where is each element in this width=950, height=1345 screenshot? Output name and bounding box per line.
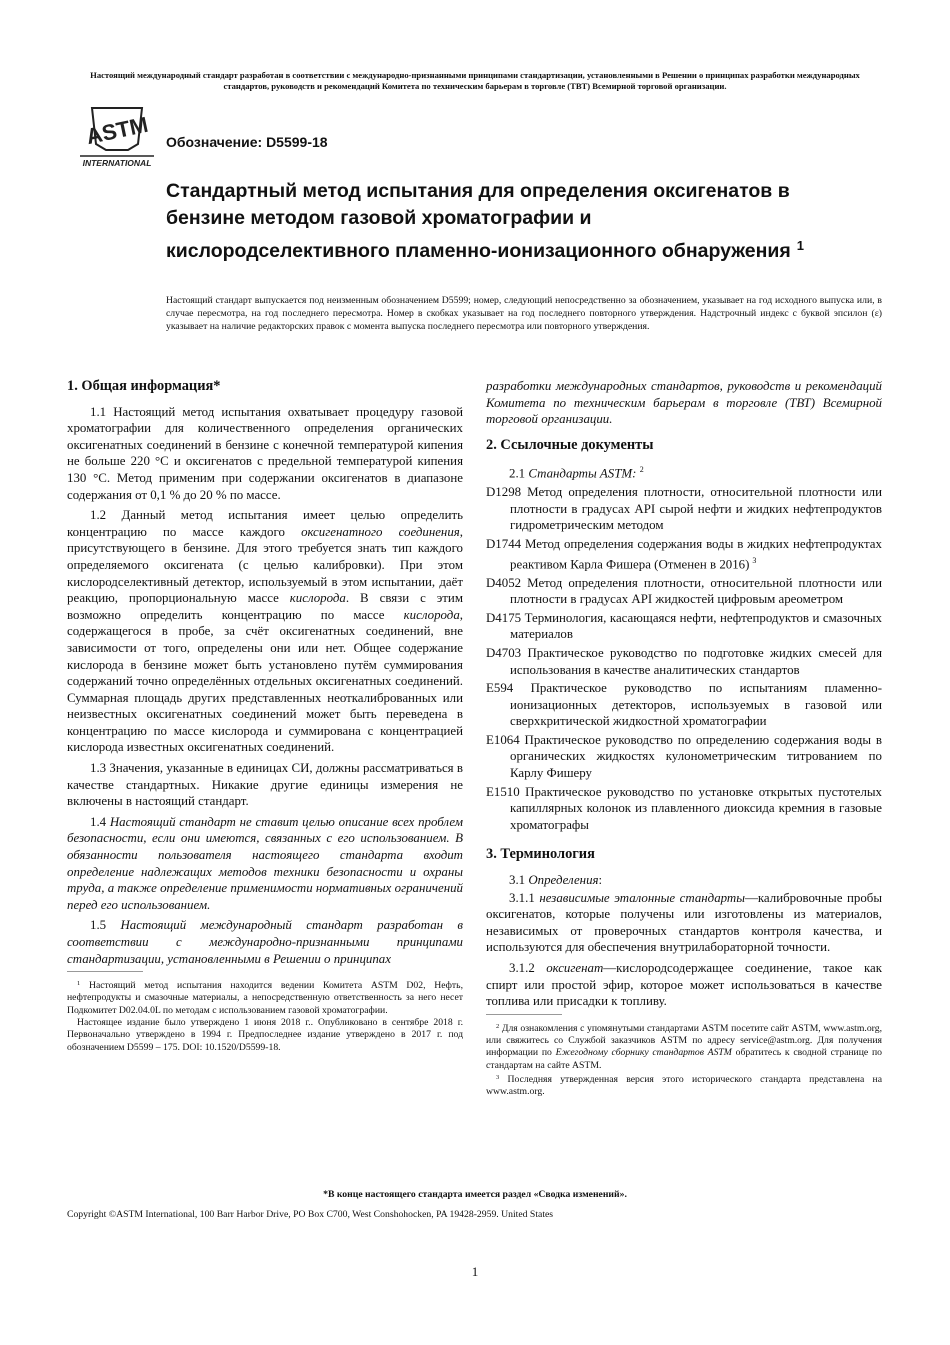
footnote-1 [67,978,463,1017]
page-number: 1 [471,1264,479,1279]
paragraph-1-4 [67,814,463,914]
reference-code: D4175 [486,610,522,625]
reference-code: E1064 [486,732,520,747]
reference-code: D4703 [486,645,522,660]
astm-logo-icon [78,100,156,172]
p3-1-1-term: независимые эталонные стандарты [539,890,745,905]
footnote-1-mark: 1 [77,980,81,988]
reference-item [486,484,882,534]
summary-of-changes-note: *В конце настоящего стандарта имеется раздел «Сводка изменений». [323,1189,627,1200]
footnote-3-mark: 3 [496,1073,500,1081]
s2-1-title: Стандарты ASTM: [528,466,637,481]
section-3-heading: 3. Терминология [486,846,595,863]
p1-2-oxygen-1: кислорода [289,591,346,606]
p3-1-2-text: —кислородсодержащее соединение, такое как спирт или простой эфир, которое может использоваться в качестве топлива или присадки к топливу. [486,961,882,1009]
issue-note: Настоящий стандарт выпускается под неизменным обозначением D5599; номер, следующий непосредственно за обозначением, указывает на год исходного выпуска или, в случае пересмотра, на год последнего пересмотра. Номер в скобках указывает на год последнего повторного утверждения. Надстрочный индекс с буквой эпсилон (ε) указывает на наличие редакторских правок с момента выпуска последнего пересмотра или повторного утверждения. [166,295,882,332]
reference-title: Метод определения содержания воды в жидких нефтепродуктах реактивом Карла Фишера (Отменен в 2016) [510,537,882,571]
paragraph-1-5 [67,917,463,967]
footnote-1b: Настоящее издание было утверждено 1 июня 2018 г.. Опубликовано в сентябре 2018 г. Первоначально утверждено в 1994 г. Предпоследнее издание утверждено в 2017 г. под обозначением D5599 – 175. DOI: 10.1520/D5599-18. [67,1017,463,1053]
reference-item [486,680,882,730]
p1-2-oxygen-2: кислорода [403,607,460,622]
top-notice: Настоящий международный стандарт разработан в соответствии с международно-признанными принципами стандартизации, установленными в Решении о принципах разработки международных стандартов, руководств и рекомендаций Комитета по техническим барьерам в торговле (ТВТ) Всемирной торговой организации. [90,70,860,91]
p1-2-term: оксигенатного соединения [301,524,460,539]
reference-footnote-mark: 3 [752,555,757,565]
p3-1-2-term: оксигенат [546,961,604,975]
p3-1-1-text: —калибровочные пробы оксигенатов, которые получены или изготовлены из материалов, независимых от проверочных стандартов контроля качества, и используются для обеспечения внутрилабораторной точности. [486,890,882,955]
section-2-heading: 2. Ссылочные документы [486,436,654,453]
p1-2-text-g: , содержащегося в пробе, за счёт оксигенатных соединений, вне зависимости от того, определены они или нет. Общее содержание кислорода в бензине может быть установлено путём суммирования содержаний точно определённых отдельных оксигенатных соединений. Суммарная площадь других представленных неоткалиброванных или неизвестных оксигенатных соединений может быть переведена в концентрацию по массе кислорода и суммирована с концентрацией кислорода известных оксигенатных соединений. [67,607,463,755]
reference-title: Метод определения плотности, относительной плотности или плотности в градусах API сырой нефти и жидких нефтепродуктов гидрометрическим методом [510,485,882,533]
p1-4-number: 1.4 [90,814,110,829]
subsection-2-1 [486,462,882,482]
reference-item [486,536,882,572]
copyright: Copyright ©ASTM International, 100 Barr Harbor Drive, PO Box C700, West Conshohocken, PA 19428-2959. United States [67,1209,554,1220]
footnote-1-text: Настоящий метод испытания находится ведении Комитета ASTM D02, Нефть, нефтепродукты и смазочные материалы, а непосредственную ответственность за него несет Подкомитет D02.04.0L по методам с использованием газовой хроматографии. [67,980,463,1016]
logo-text: ASTM [84,111,151,150]
reference-title: Практическое руководство по испытаниям пламенно-ионизационных детекторов, используемых в газовой или сверхкритической жидкостной хроматографии [510,681,882,729]
reference-item [486,732,882,782]
p3-1-colon: : [598,873,603,888]
paragraph-3-1-1 [486,890,882,956]
reference-item [486,784,882,834]
footnote-2 [486,1021,882,1072]
reference-code: E594 [486,681,514,696]
designation: Обозначение: D5599-18 [166,134,328,150]
footnote-3-text: Последняя утвержденная версия этого исторического стандарта представлена на www.astm.org. [486,1073,882,1098]
footnote-3 [486,1072,882,1099]
title-text: Стандартный метод испытания для определения оксигенатов в бензине методом газовой хроматографии и кислородселективного пламенно-ионизационного обнаружения [166,180,791,262]
left-column [67,378,463,1054]
reference-item [486,610,882,643]
p1-2-text-e: . В связи с этим возможно определить концентрацию по массе [67,591,463,622]
reference-code: D1744 [486,537,522,552]
paragraph-1-5-continued: разработки международных стандартов, руководств и рекомендаций Комитета по техническим барьерам в торговле (ТВТ) Всемирной торговой организации. [486,379,882,427]
footnote-2-mark: 2 [496,1022,500,1030]
s2-1-mark: 2 [639,465,644,475]
footnote-2-text-c: обратитесь к сводной странице по стандартам на сайте ASTM. [486,1047,882,1071]
reference-title: Метод определения плотности, относительной плотности или плотности в градусах API жидкостей цифровым ареометром [510,575,882,607]
reference-title: Практическое руководство по установке открытых пустотелых капиллярных колонок из плавленного диоксида кремния в газовые хроматографы [510,784,882,832]
p1-5-text: Настоящий международный стандарт разработан в соответствии с международно-признанными принципами стандартизации, установленными в Решении о принципах [67,918,463,966]
section-1-heading: 1. Общая информация* [67,378,221,394]
footnote-2-text-a: Для ознакомления с упомянутыми стандартами ASTM посетите сайт ASTM, www.astm.org, или свяжитесь со Службой заказчиков ASTM по адресу service@astm.org. Для получения информации по [486,1022,882,1059]
p1-2-text-a: 1.2 Данный метод испытания имеет целью определить концентрацию по массе каждого [67,508,463,539]
reference-code: D4052 [486,575,522,590]
document-title [166,178,806,265]
footnote-separator [67,971,143,972]
p1-4-text: Настоящий стандарт не ставит целью описание всех проблем безопасности, если они имеются, связанных с его использованием. В обязанности пользователя настоящего стандарта входит определение надлежащих методов техники безопасности и охраны труда, а также определение применимости нормативных ограничений перед его использованием. [67,814,463,912]
p1-2-text-c: , присутствующего в бензине. Для этого требуется знать тип каждого определяемого оксигената (с целью калибровки). При этом кислородселективный детектор, используемый в этом испытании, даёт реакцию, пропорциональную массе [67,524,464,606]
reference-title: Терминология, касающаяся нефти, нефтепродуктов и смазочных материалов [510,610,882,642]
reference-item [486,575,882,608]
reference-list [486,484,882,833]
logo-subtext: INTERNATIONAL [82,158,152,168]
reference-item [486,645,882,678]
p3-1-title: Определения [528,873,599,888]
paragraph-1-2 [67,507,463,756]
astm-logo [78,100,156,172]
paragraph-1-1: 1.1 Настоящий метод испытания охватывает процедуру газовой хроматографии для количественного определения органических оксигенатных соединений в бензине с конечной температурой кипения не больше 220 °С и оксигенатов с предельной температурой кипения 130 °С. Метод применим при содержании оксигенатов в диапазоне содержания от 0,1 % до 20 % по массе. [67,404,463,502]
p3-1-1-number: 3.1.1 [509,890,540,905]
paragraph-3-1-2 [486,960,882,1010]
p1-5-number: 1.5 [90,918,121,933]
reference-title: Практическое руководство по подготовке жидких смесей для использования в качестве аналитических стандартов [510,645,882,677]
title-footnote-mark: 1 [796,238,804,253]
right-column [486,378,882,1099]
p3-1-2-number: 3.1.2 [509,961,547,975]
reference-code: D1298 [486,485,522,500]
p3-1-number: 3.1 [509,873,529,888]
footnote-2-book: Ежегодному сборнику стандартов ASTM [555,1047,732,1059]
paragraph-1-3: 1.3 Значения, указанные в единицах СИ, должны рассматриваться в качестве стандартных. Никакие другие единицы измерения не включены в настоящий стандарт. [67,761,463,809]
reference-title: Практическое руководство по определению содержания воды в органических жидкостях кулонометрическим титрованием по Карлу Фишеру [510,732,882,781]
s2-1-number: 2.1 [509,466,529,481]
footnote-separator-right [486,1014,562,1015]
reference-code: E1510 [486,784,520,799]
paragraph-3-1 [486,872,882,889]
